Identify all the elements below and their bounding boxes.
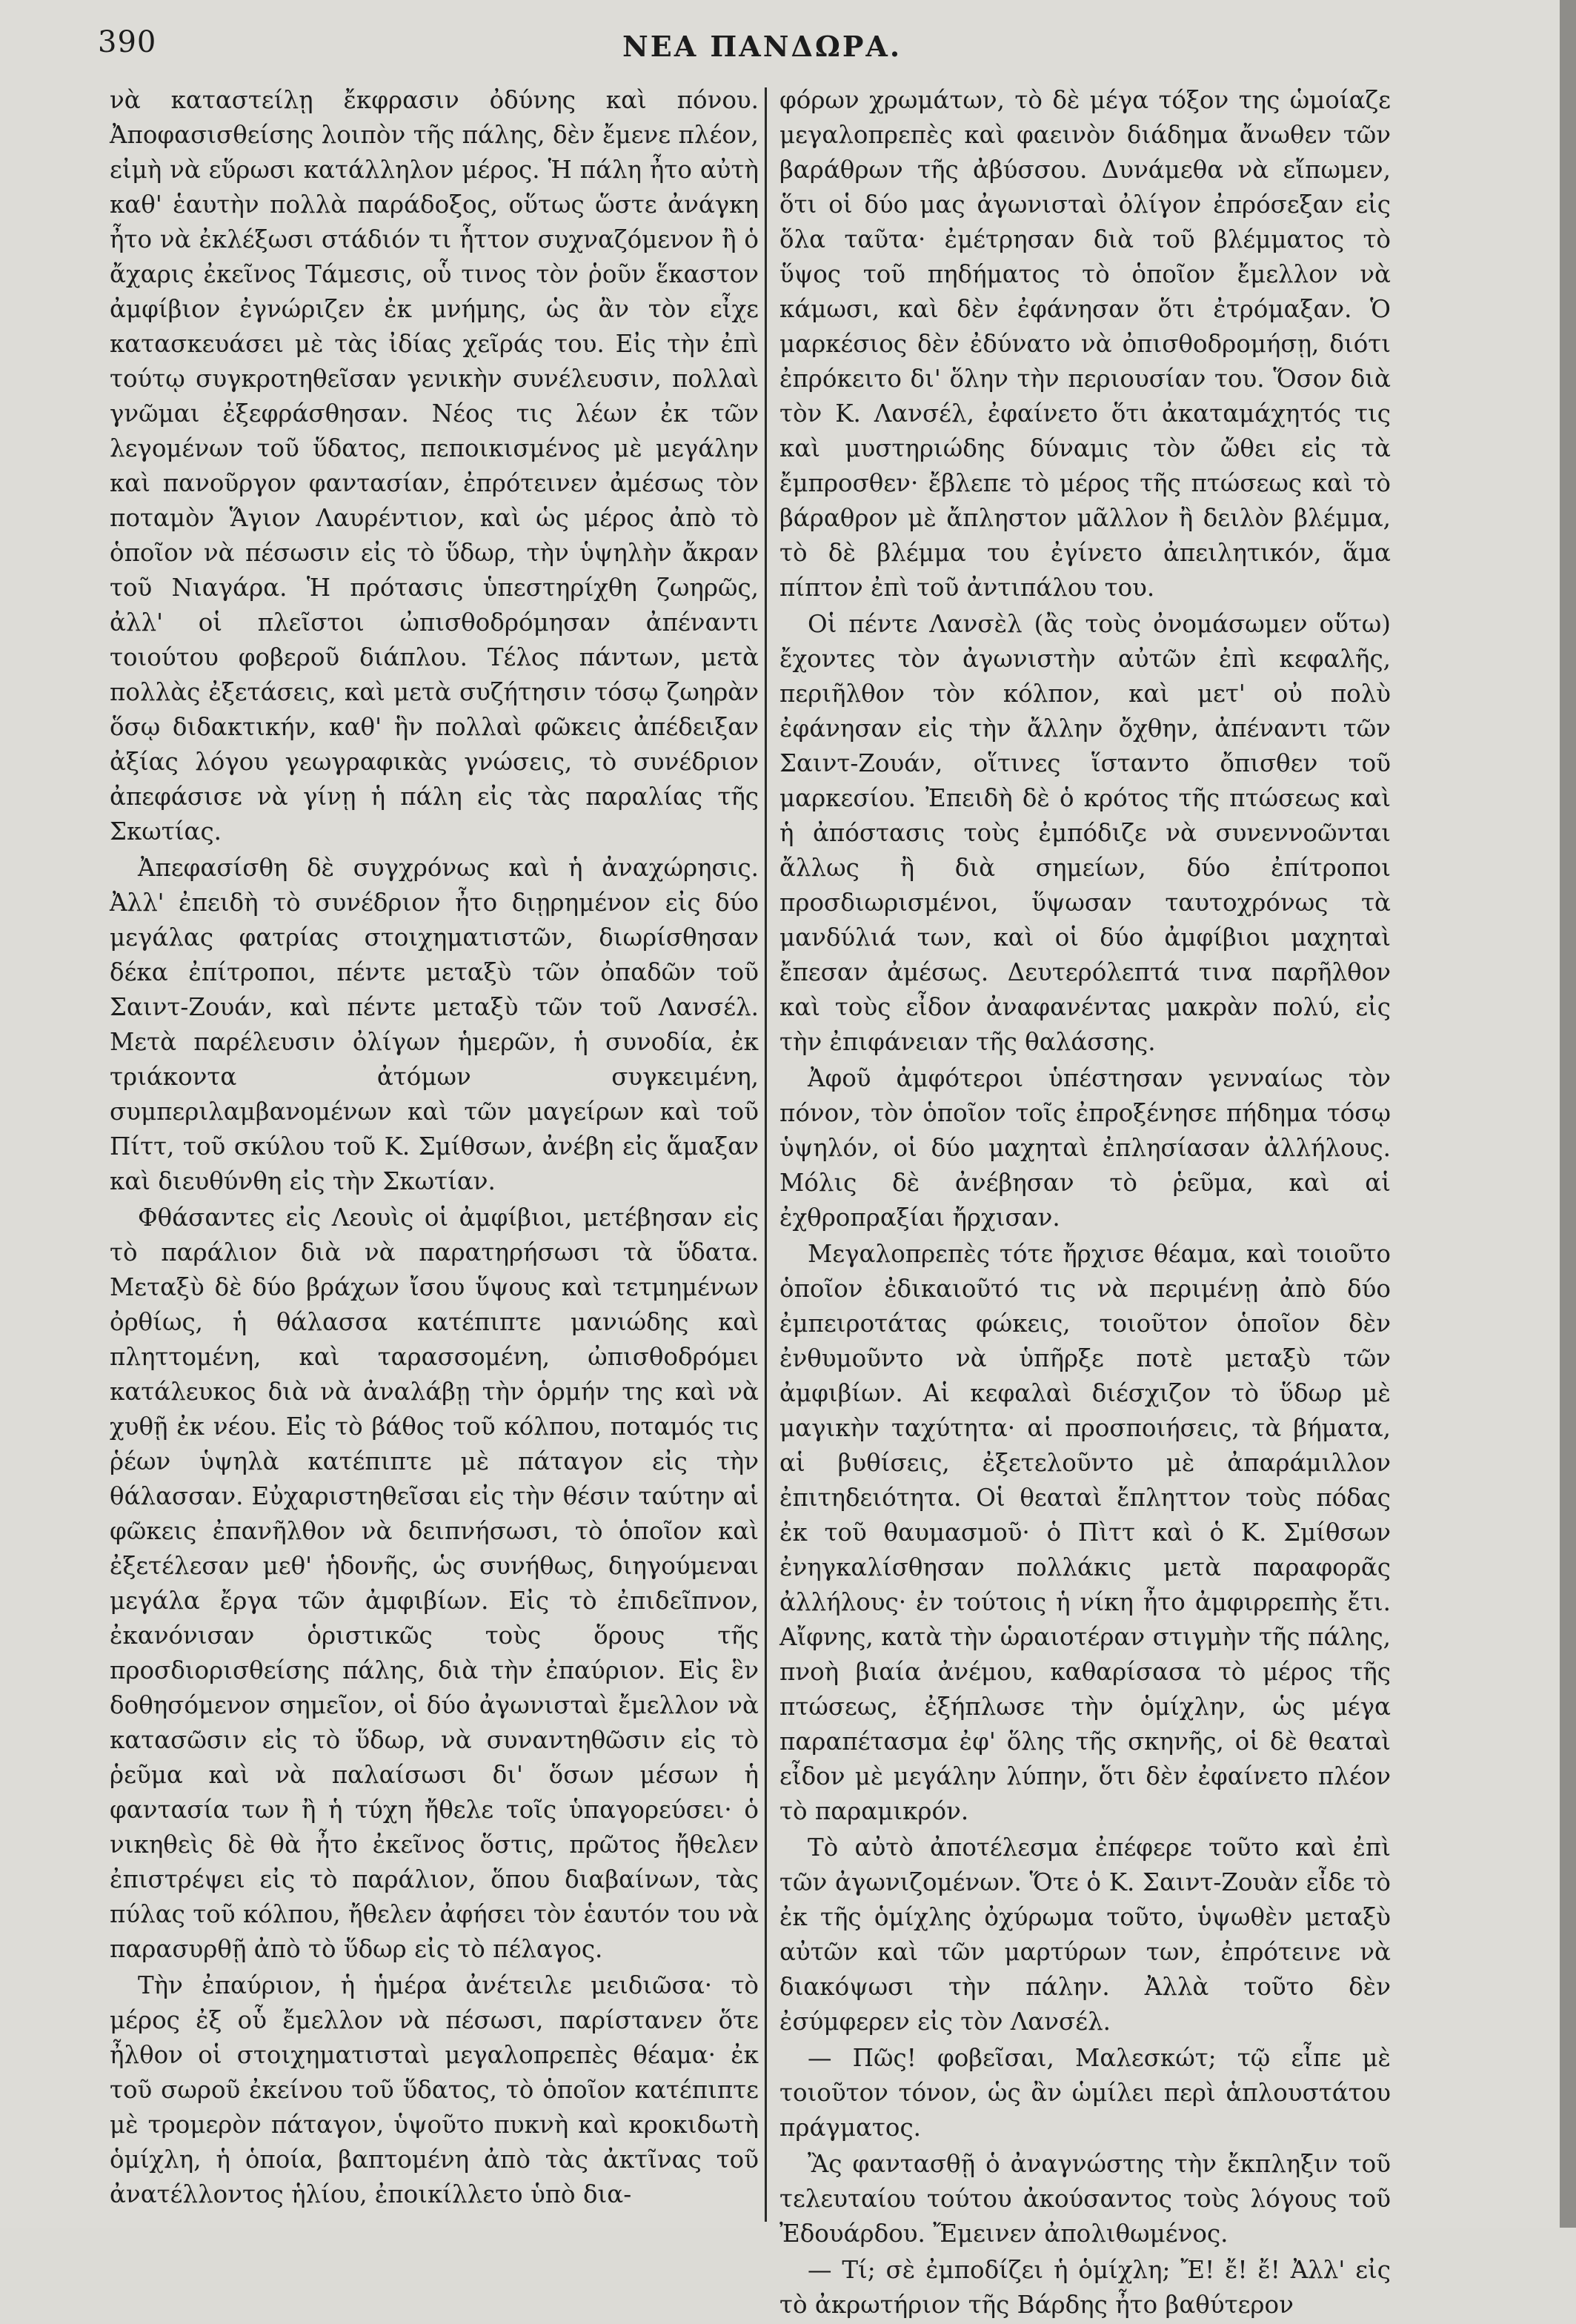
paragraph: Ἀπεφασίσθη δὲ συγχρόνως καὶ ἡ ἀναχώρησις. Ἀλλ' ἐπειδὴ τὸ συνέδριον ἦτο διῃρημένον εἰς δύο μεγάλας φατρίας στοιχηματιστῶν, διωρίσθησαν δέκα ἐπίτροποι, πέντε μεταξὺ τῶν ὀπαδῶν τοῦ Σαιντ-Ζουάν, καὶ πέντε μεταξὺ τῶν τοῦ Λανσέλ. Μετὰ παρέλευσιν ὀλίγων ἡμερῶν, ἡ συνοδία, ἐκ τριάκοντα ἀτόμων συγκειμένη, συμπεριλαμβανομένων καὶ τῶν μαγείρων καὶ τοῦ Πίττ, τοῦ σκύλου τοῦ Κ. Σμίθσων, ἀνέβη εἰς ἅμαξαν καὶ διευθύνθη εἰς τὴν Σκωτίαν. xyxy=(110,854,759,1195)
paragraph: Ἂς φαντασθῇ ὁ ἀναγνώστης τὴν ἔκπληξιν τοῦ τελευταίου τούτου ἀκούσαντος τοὺς λόγους τοῦ Ἐδουάρδου. Ἔμεινεν ἀπολιθωμένος. xyxy=(779,2150,1391,2248)
dialogue-paragraph: — Πῶς! φοβεῖσαι, Μαλεσκώτ; τῷ εἶπε μὲ τοιοῦτον τόνον, ὡς ἂν ὡμίλει περὶ ἁπλουστάτου πράγματος. xyxy=(779,2044,1391,2142)
column-divider xyxy=(765,87,767,2222)
paragraph: Ἀφοῦ ἀμφότεροι ὑπέστησαν γενναίως τὸν πόνον, τὸν ὁποῖον τοῖς ἐπροξένησε πήδημα τόσῳ ὑψηλόν, οἱ δύο μαχηταὶ ἐπλησίασαν ἀλλήλους. Μόλις δὲ ἀνέβησαν τὸ ῥεῦμα, καὶ αἱ ἐχθροπραξίαι ἤρχισαν. xyxy=(779,1064,1391,1232)
paragraph: φόρων χρωμάτων, τὸ δὲ μέγα τόξον της ὡμοίαζε μεγαλοπρεπὲς καὶ φαεινὸν διάδημα ἄνωθεν τῶν βαράθρων τῆς ἀβύσσου. Δυνάμεθα νὰ εἴπωμεν, ὅτι οἱ δύο μας ἀγωνισταὶ ὀλίγον ἐπρόσεξαν εἰς ὅλα ταῦτα· ἐμέτρησαν διὰ τοῦ βλέμματος τὸ ὕψος τοῦ πηδήματος τὸ ὁποῖον ἔμελλον νὰ κάμωσι, καὶ δὲν ἐφάνησαν ὅτι ἐτρόμαξαν. Ὁ μαρκέσιος δὲν ἐδύνατο νὰ ὀπισθοδρομήσῃ, διότι ἐπρόκειτο δι' ὅλην τὴν περιουσίαν του. Ὅσον διὰ τὸν Κ. Λανσέλ, ἐφαίνετο ὅτι ἀκαταμάχητός τις καὶ μυστηριώδης δύναμις τὸν ὤθει εἰς τὰ ἔμπροσθεν· ἔβλεπε τὸ μέρος τῆς πτώσεως καὶ τὸ βάραθρον μὲ ἄπληστον μᾶλλον ἢ δειλὸν βλέμμα, τὸ δὲ βλέμμα του ἐγίνετο ἀπειλητικόν, ἅμα πίπτον ἐπὶ τοῦ ἀντιπάλου του. xyxy=(779,86,1391,602)
paragraph: Τὴν ἐπαύριον, ἡ ἡμέρα ἀνέτειλε μειδιῶσα· τὸ μέρος ἐξ οὗ ἔμελλον νὰ πέσωσι, παρίστανεν ὅτε ἦλθον οἱ στοιχηματισταὶ μεγαλοπρεπὲς θέαμα· ἐκ τοῦ σωροῦ ἐκείνου τοῦ ὕδατος, τὸ ὁποῖον κατέπιπτε μὲ τρομερὸν πάταγον, ὑψοῦτο πυκνὴ καὶ κροκιδωτὴ ὁμίχλη, ἡ ὁποία, βαπτομένη ἀπὸ τὰς ἀκτῖνας τοῦ ἀνατέλλοντος ἡλίου, ἐποικίλλετο ὑπὸ δια- xyxy=(110,1971,759,2208)
paragraph: Τὸ αὐτὸ ἀποτέλεσμα ἐπέφερε τοῦτο καὶ ἐπὶ τῶν ἀγωνιζομένων. Ὅτε ὁ Κ. Σαιντ-Ζουὰν εἶδε τὸ ἐκ τῆς ὁμίχλης ὀχύρωμα τοῦτο, ὑψωθὲν μεταξὺ αὐτῶν καὶ τῶν μαρτύρων των, ἐπρότεινε νὰ διακόψωσι τὴν πάλην. Ἀλλὰ τοῦτο δὲν ἐσύμφερεν εἰς τὸν Λανσέλ. xyxy=(779,1833,1391,2036)
paragraph: Μεγαλοπρεπὲς τότε ἤρχισε θέαμα, καὶ τοιοῦτο ὁποῖον ἐδικαιοῦτό τις νὰ περιμένῃ ἀπὸ δύο ἐμπειροτάτας φώκεις, τοιοῦτον ὁποῖον δὲν ἐνθυμοῦντο νὰ ὑπῆρξε ποτὲ μεταξὺ τῶν ἀμφιβίων. Αἱ κεφαλαὶ διέσχιζον τὸ ὕδωρ μὲ μαγικὴν ταχύτητα· αἱ προσποιήσεις, τὰ βήματα, αἱ βυθίσεις, ἐξετελοῦντο μὲ ἀπαράμιλλον ἐπιτηδειότητα. Οἱ θεαταὶ ἔπληττον τοὺς πόδας ἐκ τοῦ θαυμασμοῦ· ὁ Πὶττ καὶ ὁ Κ. Σμίθσων ἐνηγκαλίσθησαν πολλάκις μετὰ παραφορᾶς ἀλλήλους· ἐν τούτοις ἡ νίκη ἦτο ἀμφιρρεπὴς ἔτι. Αἴφνης, κατὰ τὴν ὡραιοτέραν στιγμὴν τῆς πάλης, πνοὴ βιαία ἀνέμου, καθαρίσασα τὸ μέρος τῆς πτώσεως, ἐξήπλωσε τὴν ὁμίχλην, ὡς μέγα παραπέτασμα ἐφ' ὅλης τῆς σκηνῆς, οἱ δὲ θεαταὶ εἶδον μὲ μεγάλην λύπην, ὅτι δὲν ἐφαίνετο πλέον τὸ παραμικρόν. xyxy=(779,1240,1391,1825)
dialogue-paragraph: — Τί; σὲ ἐμποδίζει ἡ ὁμίχλη; Ἔ! ἔ! ἔ! Ἀλλ' εἰς τὸ ἀκρωτήριον τῆς Βάρδης ἦτο βαθύτερον xyxy=(779,2256,1391,2319)
left-column xyxy=(110,83,759,2214)
page-number: 390 xyxy=(98,25,157,59)
right-column xyxy=(779,83,1391,2324)
paragraph: Φθάσαντες εἰς Λεουὶς οἱ ἀμφίβιοι, μετέβησαν εἰς τὸ παράλιον διὰ νὰ παρατηρήσωσι τὰ ὕδατα. Μεταξὺ δὲ δύο βράχων ἴσου ὕψους καὶ τετμημένων ὀρθίως, ἡ θάλασσα κατέπιπτε μανιώδης καὶ πληττομένη, καὶ ταρασσομένη, ὠπισθοδρόμει κατάλευκος διὰ νὰ ἀναλάβῃ τὴν ὁρμήν της καὶ νὰ χυθῇ ἐκ νέου. Εἰς τὸ βάθος τοῦ κόλπου, ποταμός τις ῥέων ὑψηλὰ κατέπιπτε μὲ πάταγον εἰς τὴν θάλασσαν. Εὐχαριστηθεῖσαι εἰς τὴν θέσιν ταύτην αἱ φῶκεις ἐπανῆλθον νὰ δειπνήσωσι, τὸ ὁποῖον καὶ ἐξετέλεσαν μεθ' ἡδονῆς, ὡς συνήθως, διηγούμεναι μεγάλα ἔργα τῶν ἀμφιβίων. Εἰς τὸ ἐπιδεῖπνον, ἐκανόνισαν ὁριστικῶς τοὺς ὅρους τῆς προσδιορισθείσης πάλης, διὰ τὴν ἐπαύριον. Εἰς ἓν δοθησόμενον σημεῖον, οἱ δύο ἀγωνισταὶ ἔμελλον νὰ κατασῶσιν εἰς τὸ ὕδωρ, νὰ συναντηθῶσιν εἰς τὸ ῥεῦμα καὶ νὰ παλαίσωσι δι' ὅσων μέσων ἡ φαντασία των ἢ ἡ τύχη ἤθελε τοῖς ὑπαγορεύσει· ὁ νικηθεὶς δὲ θὰ ἦτο ἐκεῖνος ὅστις, πρῶτος ἤθελεν ἐπιστρέψει εἰς τὸ παράλιον, ὅπου διαβαίνων, τὰς πύλας τοῦ κόλπου, ἤθελεν ἀφήσει τὸν ἑαυτόν του νὰ παρασυρθῇ ἀπὸ τὸ ὕδωρ εἰς τὸ πέλαγος. xyxy=(110,1204,759,1963)
running-title: ΝΕΑ ΠΑΝΔΩΡΑ. xyxy=(622,30,902,63)
paragraph: νὰ καταστείλῃ ἔκφρασιν ὀδύνης καὶ πόνου. Ἀποφασισθείσης λοιπὸν τῆς πάλης, δὲν ἔμενε πλέον, εἰμὴ νὰ εὕρωσι κατάλληλον μέρος. Ἡ πάλη ἦτο αὐτὴ καθ' ἑαυτὴν πολλὰ παράδοξος, οὕτως ὥστε ἀνάγκη ἦτο νὰ ἐκλέξωσι στάδιόν τι ἧττον συχναζόμενον ἢ ὁ ἄχαρις ἐκεῖνος Τάμεσις, οὗ τινος τὸν ῥοῦν ἕκαστον ἀμφίβιον ἐγνώριζεν ἐκ μνήμης, ὡς ἂν τὸν εἶχε κατασκευάσει μὲ τὰς ἰδίας χεῖράς του. Εἰς τὴν ἐπὶ τούτῳ συγκροτηθεῖσαν γενικὴν συνέλευσιν, πολλαὶ γνῶμαι ἐξεφράσθησαν. Νέος τις λέων ἐκ τῶν λεγομένων τοῦ ὕδατος, πεποικισμένος μὲ μεγάλην καὶ πανοῦργον φαντασίαν, ἐπρότεινεν ἀμέσως τὸν ποταμὸν Ἅγιον Λαυρέντιον, καὶ ὡς μέρος ἀπὸ τὸ ὁποῖον νὰ πέσωσιν εἰς τὸ ὕδωρ, τὴν ὑψηλὴν ἄκραν τοῦ Νιαγάρα. Ἡ πρότασις ὑπεστηρίχθη ζωηρῶς, ἀλλ' οἱ πλεῖστοι ὠπισθοδρόμησαν ἀπέναντι τοιούτου φοβεροῦ διάπλου. Τέλος πάντων, μετὰ πολλὰς ἐξετάσεις, καὶ μετὰ συζήτησιν τόσῳ ζωηρὰν ὅσῳ διδακτικήν, καθ' ἣν πολλαὶ φῶκεις ἀπέδειξαν ἀξίας λόγου γεωγραφικὰς γνώσεις, τὸ συνέδριον ἀπεφάσισε νὰ γίνῃ ἡ πάλη εἰς τὰς παραλίας τῆς Σκωτίας. xyxy=(110,86,759,846)
page-edge-shadow xyxy=(1560,0,1576,2228)
paragraph: Οἱ πέντε Λανσὲλ (ἂς τοὺς ὀνομάσωμεν οὕτω) ἔχοντες τὸν ἀγωνιστὴν αὐτῶν ἐπὶ κεφαλῆς, περιῆλθον τὸν κόλπον, καὶ μετ' οὐ πολὺ ἐφάνησαν εἰς τὴν ἄλλην ὄχθην, ἀπέναντι τῶν Σαιντ-Ζουάν, οἵτινες ἵσταντο ὄπισθεν τοῦ μαρκεσίου. Ἐπειδὴ δὲ ὁ κρότος τῆς πτώσεως καὶ ἡ ἀπόστασις τοὺς ἐμπόδιζε νὰ συνεννοῶνται ἄλλως ἢ διὰ σημείων, δύο ἐπίτροποι προσδιωρισμένοι, ὕψωσαν ταυτοχρόνως τὰ μανδύλιά των, καὶ οἱ δύο ἀμφίβιοι μαχηταὶ ἔπεσαν ἀμέσως. Δευτερόλεπτά τινα παρῆλθον καὶ τοὺς εἶδον ἀναφανέντας μακρὰν πολύ, εἰς τὴν ἐπιφάνειαν τῆς θαλάσσης. xyxy=(779,610,1391,1056)
page-header xyxy=(0,25,1576,70)
